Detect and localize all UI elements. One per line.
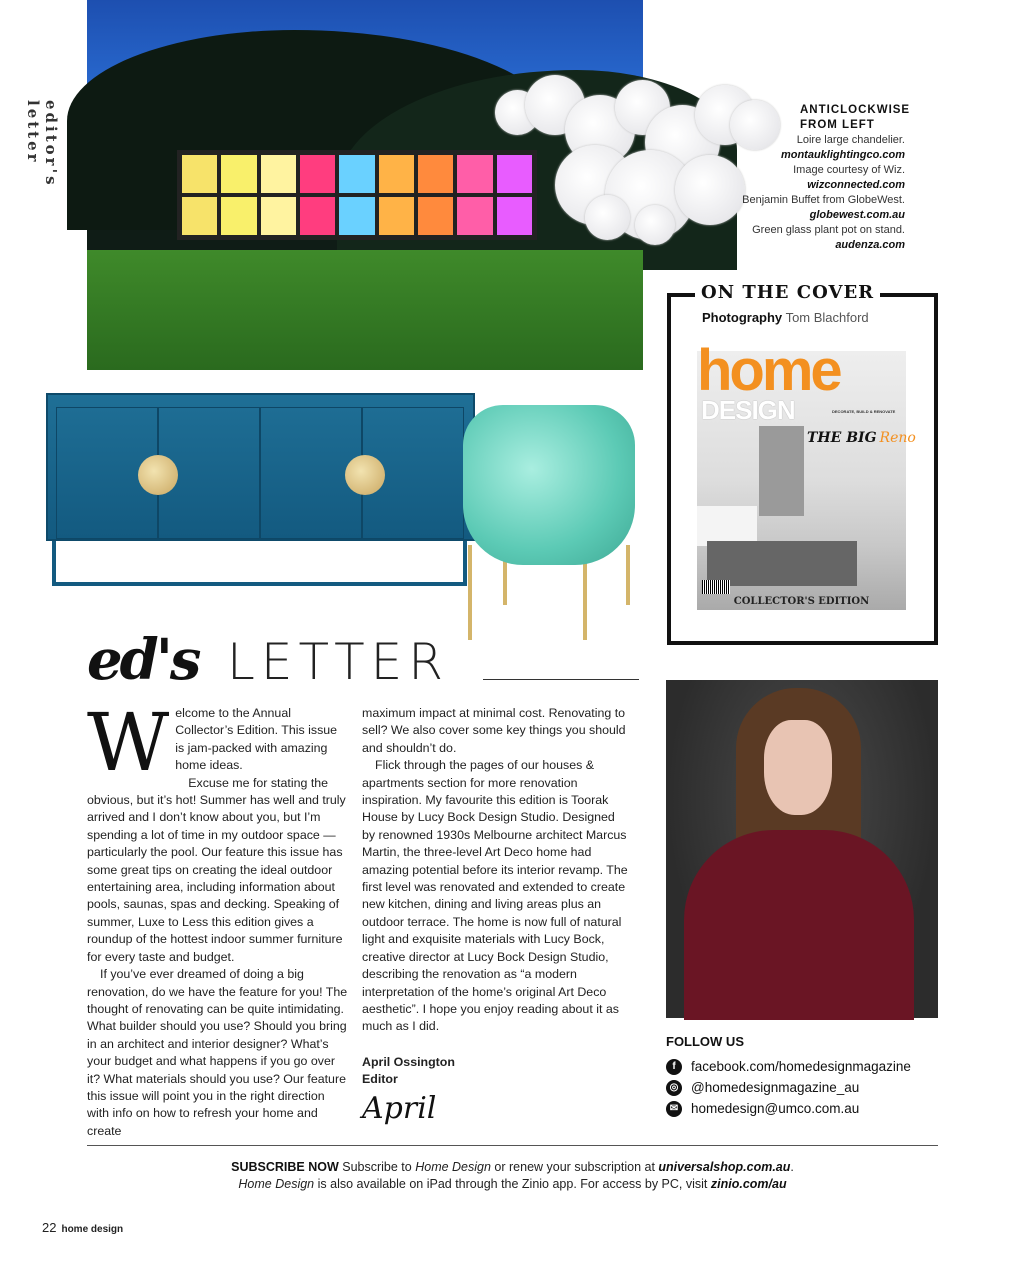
cover-tagline: DECORATE, BUILD & RENOVATE — [832, 409, 896, 414]
caption-link[interactable]: wizconnected.com — [807, 179, 905, 191]
footer-brand: home design — [61, 1224, 124, 1235]
facebook-link[interactable]: f facebook.com/homedesignmagazine — [666, 1056, 946, 1077]
plant-pot-photo — [463, 405, 635, 640]
email-icon: ✉ — [666, 1101, 682, 1117]
paragraph: maximum impact at minimal cost. Renovating to sell? We also cover some key things you should and shouldn’t do. — [362, 706, 626, 755]
caption-text: Green glass plant pot on stand. — [752, 224, 905, 236]
cover-headline: THE BIG Reno — [807, 430, 916, 446]
caption-text: Image courtesy of Wiz. — [793, 164, 905, 176]
follow-us — [666, 1034, 946, 1119]
house-window — [457, 155, 492, 193]
author-name: April Ossington — [362, 1054, 455, 1069]
article-heading — [87, 628, 639, 698]
paragraph: elcome to the Annual Collector’s Edition. This issue is jam-packed with amazing home ideas. — [175, 706, 338, 773]
paragraph: Excuse me for stating the obvious, but it’s hot! Summer has well and truly arrived and I don’t know about you, but I’m spending a lot of time in my outdoor space — particularly the pool. Our feature this issue has some great tips on creating the ideal outdoor entertaining area, including information about pools, saunas, spas and decking. Speaking of summer, Luxe to Less this edition gives a roundup of the hottest indoor summer furniture for every taste and budget. — [87, 775, 346, 964]
subscribe-link[interactable]: universalshop.com.au — [658, 1160, 791, 1174]
subscribe-note: SUBSCRIBE NOW Subscribe to Home Design or renew your subscription at universalshop.com.au. Home Design is also available on iPad through the Zinio app. For access by PC, visit zinio.com/au — [231, 1160, 794, 1191]
house-window — [418, 197, 453, 235]
caption-link[interactable]: globewest.com.au — [809, 209, 905, 221]
article-column-1 — [87, 696, 349, 1140]
article-column-2 — [362, 705, 628, 1127]
signature: April — [362, 1090, 437, 1126]
photo-caption — [730, 103, 911, 253]
section-label: editor's letter — [24, 100, 60, 188]
house-window — [261, 155, 296, 193]
subscribe-label: SUBSCRIBE NOW — [231, 1160, 339, 1174]
house-window — [300, 197, 335, 235]
caption-link[interactable]: montauklightingco.com — [780, 149, 905, 161]
paragraph: Flick through the pages of our houses & apartments section for more renovation inspiration. My favourite this edition is Toorak House by Lucy Bock Design Studio. Designed by renowned 1930s Melbourne architect Marcus Martin, the three-level Art Deco home had amazing potential before its interior revamp. The first level was renovated and extended to create new kitchen, dining and living areas plus an outdoor terrace. The home is now full of natural light and exquisite materials with Lucy Bock, creative director at Lucy Bock Design Studio, describing the renovation as “a modern interpretation of the home’s original Art Deco aesthetic”. I hope you enjoy reading about it as much as I did. — [362, 758, 628, 1034]
caption-text: Benjamin Buffet from GlobeWest. — [742, 194, 905, 206]
credit-label: Photography — [702, 310, 783, 325]
divider — [87, 1145, 938, 1146]
house-window — [379, 155, 414, 193]
house-window — [221, 197, 256, 235]
house-window — [182, 197, 217, 235]
house-window — [182, 155, 217, 193]
facebook-icon: f — [666, 1059, 682, 1075]
cover-logo: home — [697, 338, 840, 403]
instagram-icon: ◎ — [666, 1080, 682, 1096]
cover-logo-design: DESIGN — [701, 395, 795, 425]
cover-edition: COLLECTOR'S EDITION — [733, 596, 870, 607]
paragraph: If you’ve ever dreamed of doing a big renovation, do we have the feature for you! The thought of renovating can be quite intimidating. What builder should you use? Should you bring in an architect and interior designer? What’s your budget and what happens if you go over it? What materials should you use? Our feature this issue will point you in the right direction with info on how to refresh your home and create — [87, 967, 348, 1138]
heading-word: LETTER — [227, 633, 449, 691]
caption-link[interactable]: audenza.com — [835, 239, 905, 251]
heading-script: ed's — [87, 627, 199, 693]
zinio-link[interactable]: zinio.com/au — [710, 1177, 787, 1191]
house-window — [221, 155, 256, 193]
house-window — [261, 197, 296, 235]
chandelier-disc — [585, 195, 630, 240]
house-window — [379, 197, 414, 235]
house-window — [300, 155, 335, 193]
follow-title: FOLLOW US — [666, 1034, 744, 1049]
barcode — [702, 580, 730, 594]
heading-rule — [483, 679, 639, 680]
page-number: 22 — [42, 1220, 57, 1235]
photo-credit — [702, 310, 869, 326]
email-link[interactable]: ✉ homedesign@umco.com.au — [666, 1098, 946, 1119]
photographer: Tom Blachford — [785, 310, 869, 325]
on-the-cover-title: ON THE COVER — [695, 282, 880, 304]
house-window — [339, 155, 374, 193]
caption-heading: ANTICLOCKWISE FROM LEFT — [800, 104, 911, 131]
house-window — [418, 155, 453, 193]
house-window — [339, 197, 374, 235]
caption-text: Loire large chandelier. — [796, 134, 905, 146]
author-role: Editor — [362, 1072, 398, 1087]
instagram-link[interactable]: ◎ @homedesignmagazine_au — [666, 1077, 946, 1098]
editor-portrait — [666, 680, 938, 1018]
buffet-photo — [46, 393, 475, 589]
drop-cap: W — [87, 696, 170, 789]
magazine-cover — [697, 338, 916, 610]
chandelier-disc — [635, 205, 675, 245]
page-footer — [42, 1220, 123, 1238]
house-window — [457, 197, 492, 235]
